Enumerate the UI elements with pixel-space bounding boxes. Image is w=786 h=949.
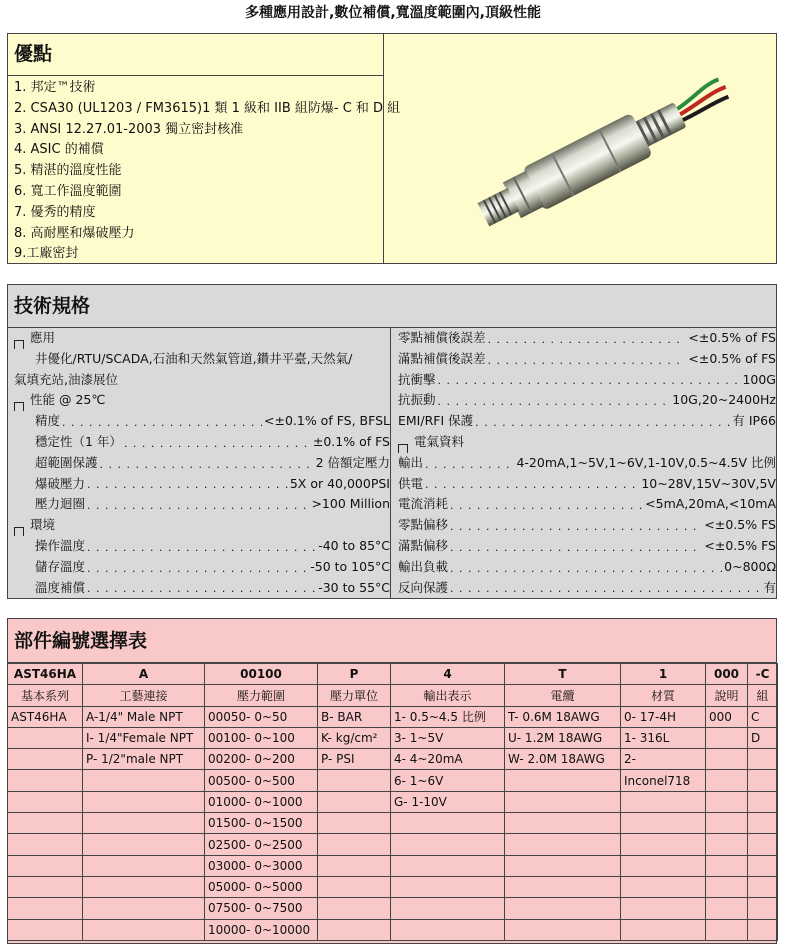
spec-value: <±0.5% of FS — [688, 350, 776, 366]
table-cell — [748, 834, 778, 855]
spec-value: ±0.1% of FS — [312, 433, 390, 449]
dot-leader — [87, 539, 316, 557]
spec-label: 輸出負載 — [398, 558, 449, 574]
table-cell: 6- 1~6V — [391, 770, 505, 791]
table-cell: 00500- 0~500 — [205, 770, 318, 791]
part-number-heading: 部件編號選擇表 — [8, 619, 776, 663]
table-cell: 2- — [621, 749, 706, 770]
table-cell — [8, 813, 83, 834]
spec-value: 10G,20~2400Hz — [672, 392, 776, 408]
dot-leader — [450, 580, 761, 598]
table-cell: 說明 — [706, 685, 748, 706]
table-cell — [748, 898, 778, 919]
table-cell: 02500- 0~2500 — [205, 834, 318, 855]
spec-row — [398, 536, 776, 557]
table-cell: AST46HA — [8, 664, 83, 685]
document-title: 多種應用設計,數位補償,寬溫度範圍內,頂級性能 — [245, 5, 541, 21]
spec-value: 4-20mA,1~5V,1~6V,1-10V,0.5~4.5V 比例 — [516, 454, 776, 470]
table-cell — [83, 770, 205, 791]
table-cell: 組 — [748, 685, 778, 706]
table-cell: 壓力範圍 — [205, 685, 318, 706]
advantages-panel — [8, 34, 401, 263]
application-text-line-2: 氣填充站,油漆展位 — [14, 371, 118, 387]
table-cell: 00100- 0~100 — [205, 727, 318, 748]
table-cell — [8, 876, 83, 897]
table-cell: D — [748, 727, 778, 748]
application-heading: 應用 — [14, 328, 390, 349]
table-cell: U- 1.2M 18AWG — [505, 727, 621, 748]
spec-label: 抗振動 — [398, 392, 436, 408]
table-cell: -C — [748, 664, 778, 685]
spec-value: <±0.5% FS — [704, 537, 776, 553]
spec-row — [398, 557, 776, 578]
spec-label: 輸出 — [398, 454, 424, 470]
performance-heading: 性能 @ 25℃ — [14, 390, 390, 411]
table-row — [8, 727, 778, 748]
table-row — [8, 813, 778, 834]
table-cell: 00050- 0~50 — [205, 706, 318, 727]
table-cell — [318, 876, 391, 897]
table-cell: B- BAR — [318, 706, 391, 727]
spec-label: 抗衝擊 — [398, 371, 436, 387]
table-cell: G- 1-10V — [391, 791, 505, 812]
table-cell — [706, 813, 748, 834]
table-cell — [748, 791, 778, 812]
table-cell — [748, 749, 778, 770]
spec-row — [14, 474, 390, 495]
table-cell — [391, 876, 505, 897]
spec-label: 零點補償後誤差 — [398, 330, 486, 345]
table-row — [8, 834, 778, 855]
advantages-list — [8, 76, 401, 265]
application-text-line-1: 井優化/RTU/SCADA,石油和天然氣管道,鑽井平臺,天然氣/ — [35, 350, 353, 366]
table-cell: I- 1/4"Female NPT — [83, 727, 205, 748]
table-cell — [8, 919, 83, 940]
table-cell: C — [748, 706, 778, 727]
table-cell — [706, 749, 748, 770]
table-cell: 01000- 0~1000 — [205, 791, 318, 812]
spec-row — [14, 453, 390, 474]
table-row — [8, 919, 778, 940]
table-cell — [621, 813, 706, 834]
spec-label: 壓力迴圈 — [35, 496, 86, 512]
spec-value: <±0.5% FS — [704, 517, 776, 533]
table-cell: 電纜 — [505, 685, 621, 706]
dot-leader — [87, 560, 308, 578]
environment-heading: 環境 — [14, 515, 390, 536]
table-cell: 壓力單位 — [318, 685, 391, 706]
table-cell — [706, 898, 748, 919]
spec-row — [398, 453, 776, 474]
table-cell — [505, 876, 621, 897]
table-cell — [748, 855, 778, 876]
spec-value: 100G — [742, 371, 776, 387]
advantage-item: 6. 寬工作溫度範圍 — [14, 183, 122, 199]
table-cell — [505, 834, 621, 855]
spec-row — [14, 432, 390, 453]
table-cell: 07500- 0~7500 — [205, 898, 318, 919]
table-cell — [505, 855, 621, 876]
table-cell — [83, 834, 205, 855]
table-cell: 1- 0.5~4.5 比例 — [391, 706, 505, 727]
table-cell — [748, 813, 778, 834]
table-cell: 1 — [621, 664, 706, 685]
table-cell — [621, 834, 706, 855]
spec-label: 供電 — [398, 475, 424, 491]
table-cell — [706, 919, 748, 940]
table-cell: 000 — [706, 706, 748, 727]
spec-value: >100 Million — [311, 496, 390, 512]
checkbox-icon — [14, 402, 24, 411]
table-cell: 00100 — [205, 664, 318, 685]
table-cell — [748, 919, 778, 940]
table-cell — [621, 855, 706, 876]
table-cell — [318, 898, 391, 919]
table-cell — [391, 855, 505, 876]
table-cell: 材質 — [621, 685, 706, 706]
spec-row — [398, 515, 776, 536]
spec-label: 滿點補償後誤差 — [398, 350, 486, 366]
spec-label: EMI/RFI 保護 — [398, 413, 474, 429]
spec-label: 零點偏移 — [398, 517, 449, 533]
table-cell: T — [505, 664, 621, 685]
table-cell — [505, 813, 621, 834]
dot-leader — [87, 476, 288, 494]
spec-row — [398, 411, 776, 432]
dot-leader — [425, 456, 514, 474]
table-cell — [505, 898, 621, 919]
table-cell — [391, 898, 505, 919]
table-cell: P- PSI — [318, 749, 391, 770]
specifications-right-column — [392, 328, 776, 598]
advantages-heading: 優點 — [8, 34, 383, 76]
table-cell: AST46HA — [8, 706, 83, 727]
spec-value: -30 to 55°C — [318, 579, 390, 595]
dot-leader — [124, 435, 311, 453]
part-number-section — [7, 618, 777, 944]
table-row — [8, 791, 778, 812]
spec-label: 精度 — [35, 413, 61, 429]
spec-row — [14, 536, 390, 557]
table-cell — [621, 898, 706, 919]
spec-value: 2 倍額定壓力 — [315, 454, 390, 470]
spec-value: -50 to 105°C — [310, 558, 390, 574]
table-cell — [318, 813, 391, 834]
table-cell — [706, 770, 748, 791]
table-cell: 000 — [706, 664, 748, 685]
spec-value: -40 to 85°C — [318, 537, 390, 553]
advantage-item: 7. 優秀的精度 — [14, 204, 96, 220]
table-cell: 1- 316L — [621, 727, 706, 748]
spec-value: 有 IP66 — [732, 413, 776, 429]
advantage-item: 3. ANSI 12.27.01-2003 獨立密封核准 — [14, 121, 244, 137]
table-cell — [748, 876, 778, 897]
table-cell — [8, 749, 83, 770]
spec-label: 溫度補償 — [35, 579, 86, 595]
electrical-heading: 電氣資料 — [398, 432, 776, 453]
advantage-item: 9.工廠密封 — [14, 246, 79, 262]
table-cell: 4- 4~20mA — [391, 749, 505, 770]
table-cell — [505, 791, 621, 812]
dot-leader — [438, 372, 741, 390]
table-cell — [706, 855, 748, 876]
table-cell — [391, 813, 505, 834]
spec-label: 爆破壓力 — [35, 475, 86, 491]
advantage-item: 8. 高耐壓和爆破壓力 — [14, 225, 135, 241]
table-cell — [83, 919, 205, 940]
table-row — [8, 770, 778, 791]
table-cell — [8, 834, 83, 855]
table-cell — [318, 770, 391, 791]
table-cell — [621, 791, 706, 812]
table-cell: 0- 17-4H — [621, 706, 706, 727]
spec-label: 滿點偏移 — [398, 537, 449, 553]
table-cell — [391, 919, 505, 940]
checkbox-icon — [398, 444, 408, 453]
table-cell — [8, 770, 83, 791]
table-cell: 00200- 0~200 — [205, 749, 318, 770]
table-cell: A-1/4" Male NPT — [83, 706, 205, 727]
table-cell: 4 — [391, 664, 505, 685]
table-cell: P — [318, 664, 391, 685]
dot-leader — [438, 393, 671, 411]
part-number-table — [7, 663, 778, 941]
spec-label: 超範圍保護 — [35, 454, 98, 470]
dot-leader — [475, 414, 730, 432]
table-cell: 3- 1~5V — [391, 727, 505, 748]
advantage-item: 2. CSA30 (UL1203 / FM3615)1 類 1 級和 IIB 組防爆- C 和 D 組 — [14, 100, 401, 116]
table-cell — [748, 770, 778, 791]
dot-leader — [100, 456, 314, 474]
table-cell — [706, 727, 748, 748]
table-cell: 輸出表示 — [391, 685, 505, 706]
dot-leader — [450, 497, 643, 515]
advantages-section — [7, 33, 777, 264]
column-label-row — [8, 685, 778, 706]
spec-row — [398, 474, 776, 495]
dot-leader — [450, 539, 702, 557]
spec-value: <±0.1% of FS, BFSL — [264, 413, 390, 429]
table-cell: P- 1/2"male NPT — [83, 749, 205, 770]
table-cell — [8, 727, 83, 748]
table-row — [8, 898, 778, 919]
table-cell: T- 0.6M 18AWG — [505, 706, 621, 727]
advantage-item: 4. ASIC 的補償 — [14, 142, 104, 158]
table-cell — [318, 855, 391, 876]
table-row — [8, 749, 778, 770]
specifications-left-column — [8, 328, 391, 598]
table-cell: 05000- 0~5000 — [205, 876, 318, 897]
dot-leader — [87, 580, 316, 598]
spec-row — [14, 578, 390, 599]
dot-leader — [488, 331, 687, 349]
spec-row — [14, 494, 390, 515]
table-cell — [318, 919, 391, 940]
spec-value: <5mA,20mA,<10mA — [645, 496, 776, 512]
table-cell: 03000- 0~3000 — [205, 855, 318, 876]
dot-leader — [425, 476, 639, 494]
table-cell: K- kg/cm² — [318, 727, 391, 748]
spec-value: 0~800Ω — [724, 558, 776, 574]
dot-leader — [450, 518, 702, 536]
table-row — [8, 855, 778, 876]
spec-label: 儲存溫度 — [35, 558, 86, 574]
table-cell — [621, 876, 706, 897]
table-cell: 基本系列 — [8, 685, 83, 706]
spec-value: <±0.5% of FS — [688, 330, 776, 345]
checkbox-icon — [14, 340, 24, 349]
spec-row — [398, 328, 776, 349]
table-cell — [505, 770, 621, 791]
checkbox-icon — [14, 527, 24, 536]
table-cell — [8, 898, 83, 919]
spec-label: 反向保護 — [398, 579, 449, 595]
spec-value: 5X or 40,000PSI — [289, 475, 390, 491]
specifications-heading: 技術規格 — [8, 285, 776, 328]
table-cell: 工藝連接 — [83, 685, 205, 706]
table-cell — [8, 855, 83, 876]
spec-row — [398, 578, 776, 599]
specifications-section — [7, 284, 777, 599]
table-cell — [621, 919, 706, 940]
table-cell — [391, 834, 505, 855]
product-photo — [385, 34, 776, 263]
spec-row — [398, 390, 776, 411]
spec-label: 穩定性（1 年） — [35, 433, 122, 449]
spec-row — [398, 349, 776, 370]
table-cell: Inconel718 — [621, 770, 706, 791]
spec-label: 操作溫度 — [35, 537, 86, 553]
table-cell: 10000- 0~10000 — [205, 919, 318, 940]
table-cell — [706, 876, 748, 897]
dot-leader — [488, 352, 687, 370]
advantage-item: 5. 精湛的溫度性能 — [14, 163, 122, 179]
pressure-transmitter-image — [465, 59, 745, 244]
spec-value: 10~28V,15V~30V,5V — [641, 475, 776, 491]
table-cell — [706, 791, 748, 812]
dot-leader — [87, 497, 309, 515]
spec-label: 電流消耗 — [398, 496, 449, 512]
spec-row — [398, 494, 776, 515]
table-cell — [83, 898, 205, 919]
table-cell — [318, 834, 391, 855]
table-cell — [706, 834, 748, 855]
table-cell — [8, 791, 83, 812]
table-cell — [505, 919, 621, 940]
spec-row — [398, 370, 776, 391]
code-example-row — [8, 664, 778, 685]
table-cell — [318, 791, 391, 812]
advantage-item: 1. 邦定™技術 — [14, 80, 96, 95]
table-row — [8, 876, 778, 897]
table-cell: A — [83, 664, 205, 685]
table-row — [8, 706, 778, 727]
spec-row — [14, 557, 390, 578]
spec-row — [14, 411, 390, 432]
dot-leader — [62, 414, 262, 432]
table-cell — [83, 876, 205, 897]
table-cell: 01500- 0~1500 — [205, 813, 318, 834]
table-cell — [83, 855, 205, 876]
table-cell — [83, 791, 205, 812]
dot-leader — [450, 560, 722, 578]
spec-value: 有 — [763, 579, 776, 595]
table-cell — [83, 813, 205, 834]
table-cell: W- 2.0M 18AWG — [505, 749, 621, 770]
